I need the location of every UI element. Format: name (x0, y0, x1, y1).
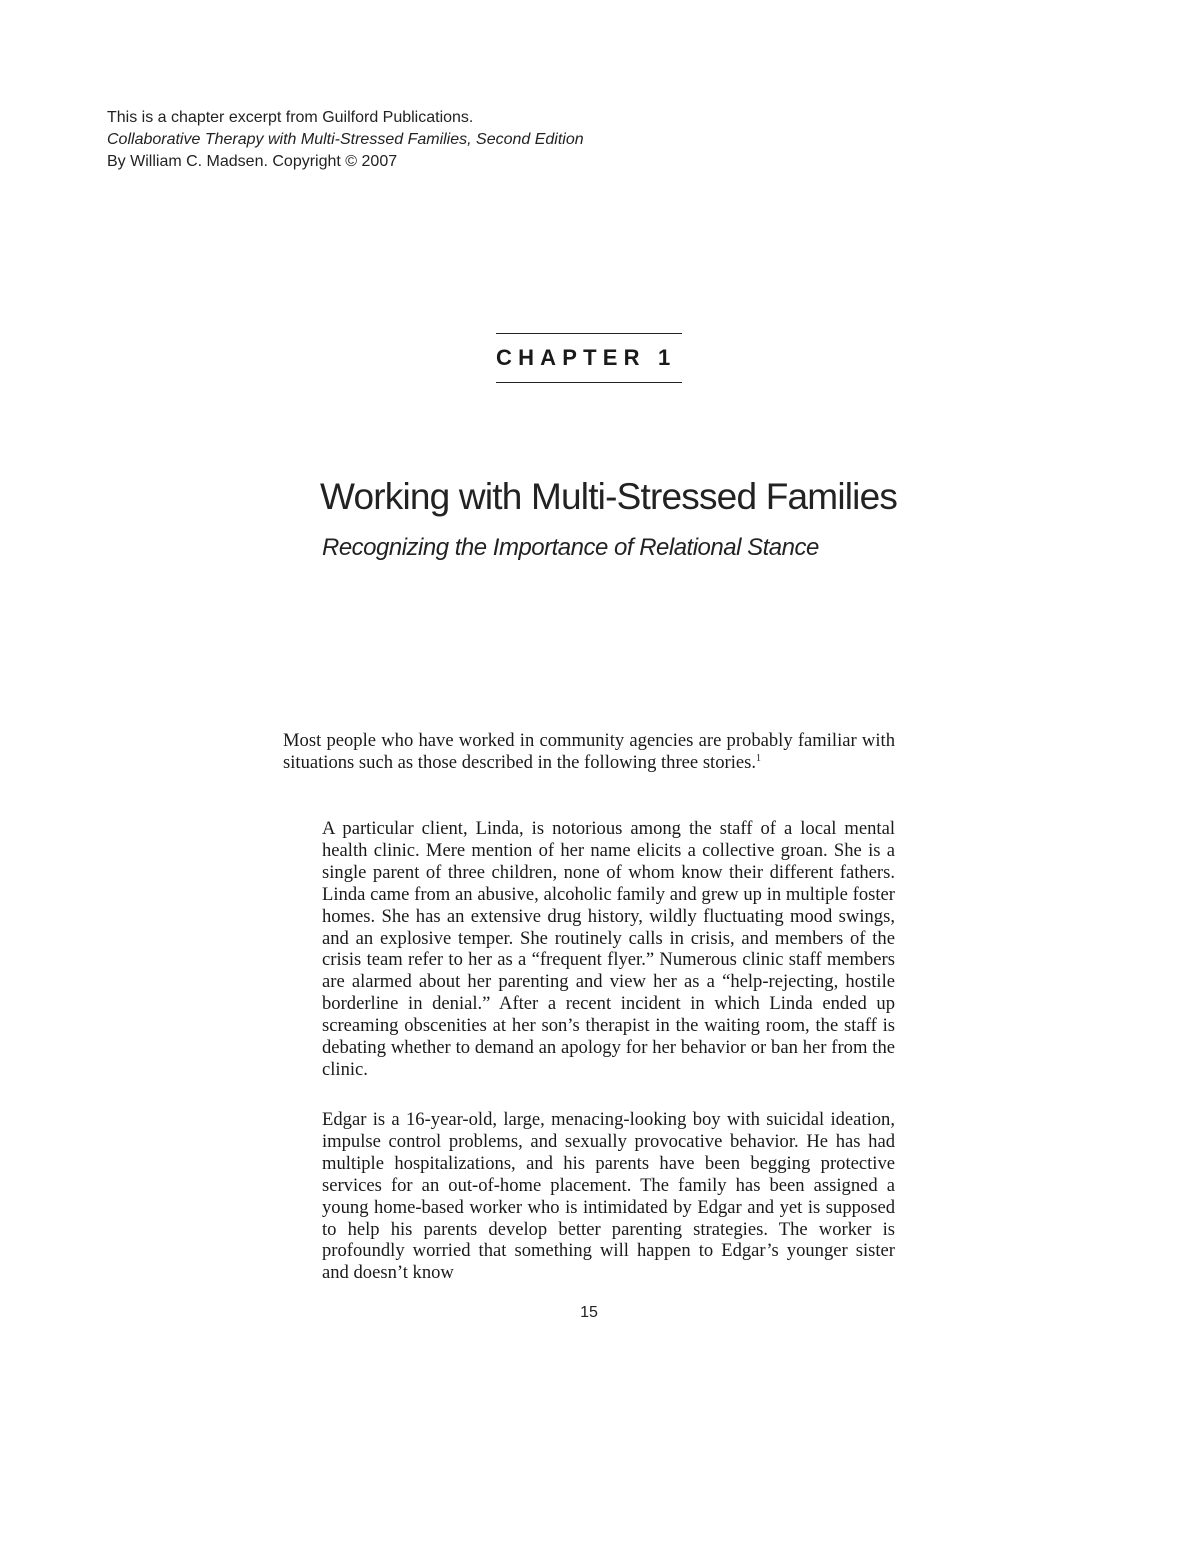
footnote-reference[interactable]: 1 (756, 753, 762, 765)
chapter-title: Working with Multi-Stressed Families (320, 476, 898, 517)
story-edgar-paragraph: Edgar is a 16-year-old, large, menacing-looking boy with suicidal ideation, impulse control problems, and sexually provocative behavior. He has had multiple hospitalizations, and his parents have been begging protective services for an out-of-home placement. The family has been assigned a young home-based worker who is intimidated by Edgar and yet is supposed to help his parents develop better parenting strategies. The worker is profoundly worried that something will happen to Edgar’s younger sister and doesn’t know (322, 1109, 895, 1284)
chapter-subtitle: Recognizing the Importance of Relational Stance (322, 534, 819, 561)
excerpt-notice-copyright: By William C. Madsen. Copyright © 2007 (107, 153, 398, 170)
excerpt-notice-line-1: This is a chapter excerpt from Guilford Publications. (107, 109, 474, 126)
chapter-label: CHAPTER 1 (496, 345, 677, 370)
intro-text: Most people who have worked in community agencies are probably familiar with situations such as those described in the following three stories. (283, 730, 895, 774)
intro-paragraph (283, 730, 895, 774)
chapter-rule-bottom (496, 382, 682, 383)
story-linda-paragraph: A particular client, Linda, is notorious among the staff of a local mental health clinic. Mere mention of her name elicits a collective groan. She is a single parent of three children, none of whom know their different fathers. Linda came from an abusive, alcoholic family and grew up in multiple foster homes. She has an extensive drug history, wildly fluctuating mood swings, and an explosive temper. She routinely calls in crisis, and members of the crisis team refer to her as a “frequent flyer.” Numerous clinic staff members are alarmed about her parenting and view her as a “help-rejecting, hostile borderline in denial.” After a recent incident in which Linda ended up screaming obscenities at her son’s therapist in the waiting room, the staff is debating whether to demand an apology for her behavior or ban her from the clinic. (322, 818, 895, 1080)
chapter-heading (496, 333, 682, 383)
excerpt-notice (107, 107, 584, 173)
page-number: 15 (580, 1304, 598, 1321)
excerpt-notice-book-title: Collaborative Therapy with Multi-Stressed Families, Second Edition (107, 131, 584, 148)
